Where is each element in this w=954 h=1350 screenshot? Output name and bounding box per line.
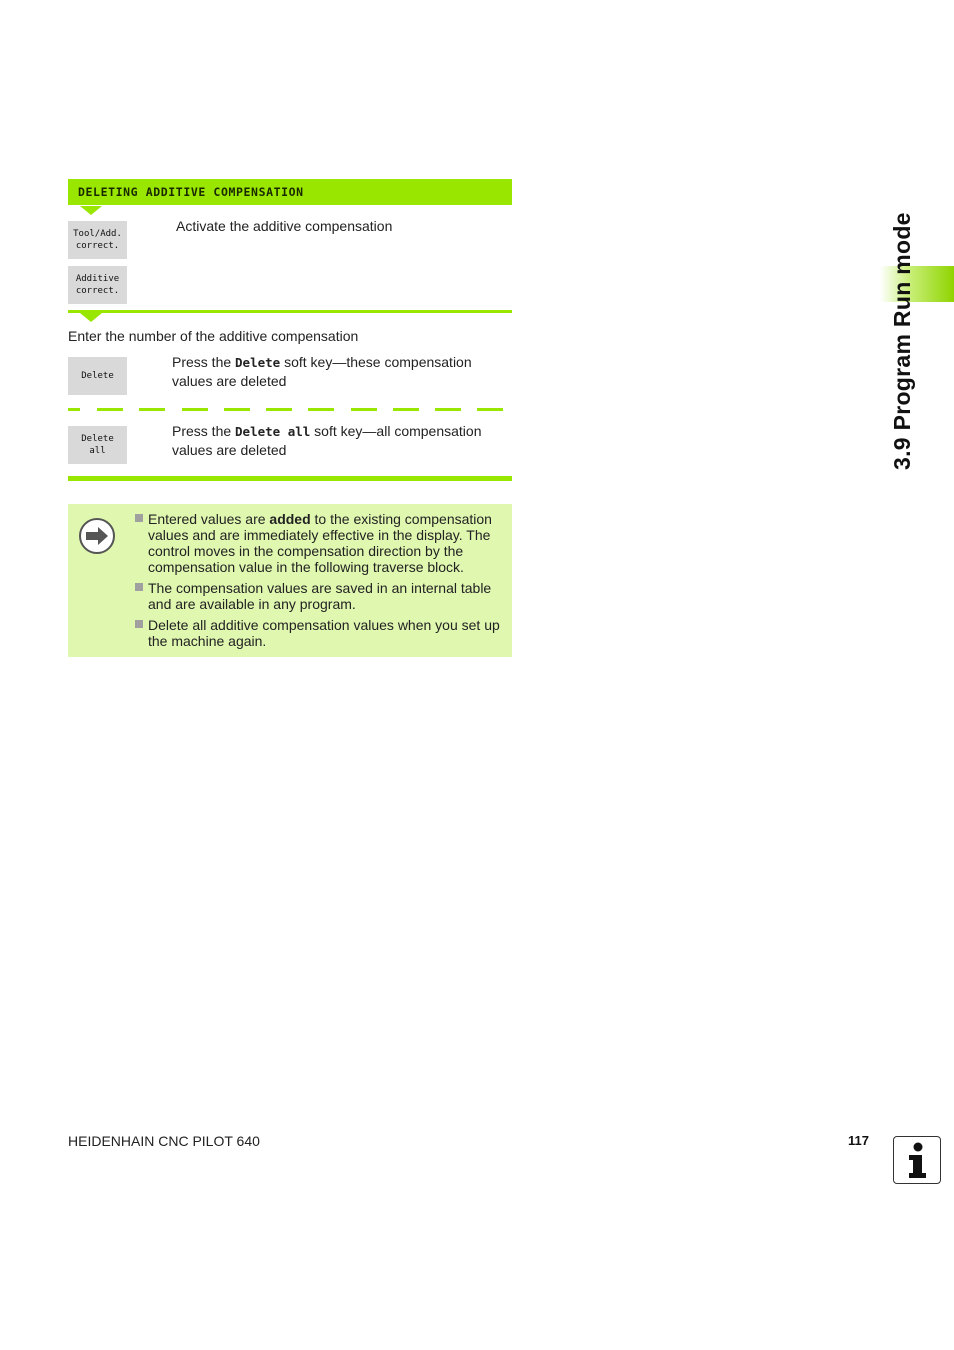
note-list (135, 511, 503, 654)
softkey-additive-correct[interactable]: Additive correct. (68, 266, 127, 304)
softkey-name: Delete (235, 355, 281, 370)
footer-product: HEIDENHAIN CNC PILOT 640 (68, 1133, 260, 1149)
chapter-title: 3.9 Program Run mode (889, 212, 915, 470)
info-icon (893, 1136, 941, 1184)
section-end-line (68, 476, 512, 481)
section-header (68, 179, 512, 205)
step-arrow-marker (80, 206, 102, 215)
step3-text: Press the Delete soft key—these compensation values are deleted (172, 354, 472, 389)
list-item: Entered values are added to the existing compensation values and are immediately effective in the display. The control moves in the compensation direction by the compensation value in the following traverse block. (135, 511, 503, 575)
step-divider (68, 310, 512, 313)
note-box (68, 504, 512, 657)
softkey-tool-add-correct[interactable]: Tool/Add. correct. (68, 221, 127, 259)
page-number: 117 (848, 1133, 869, 1148)
softkey-delete[interactable]: Delete (68, 357, 127, 395)
alternative-divider (68, 408, 512, 411)
step4-text: Press the Delete all soft key—all compensation values are deleted (172, 423, 482, 458)
step1-text: Activate the additive compensation (176, 218, 393, 234)
arrow-right-icon (79, 518, 115, 554)
softkey-delete-all[interactable]: Delete all (68, 426, 127, 464)
list-item: The compensation values are saved in an internal table and are available in any program. (135, 580, 503, 612)
list-item: Delete all additive compensation values when you set up the machine again. (135, 617, 503, 649)
step2-text: Enter the number of the additive compensation (68, 328, 359, 344)
section-title: DELETING ADDITIVE COMPENSATION (78, 185, 304, 199)
step-arrow-marker (80, 313, 102, 322)
softkey-name: Delete all (235, 424, 311, 439)
